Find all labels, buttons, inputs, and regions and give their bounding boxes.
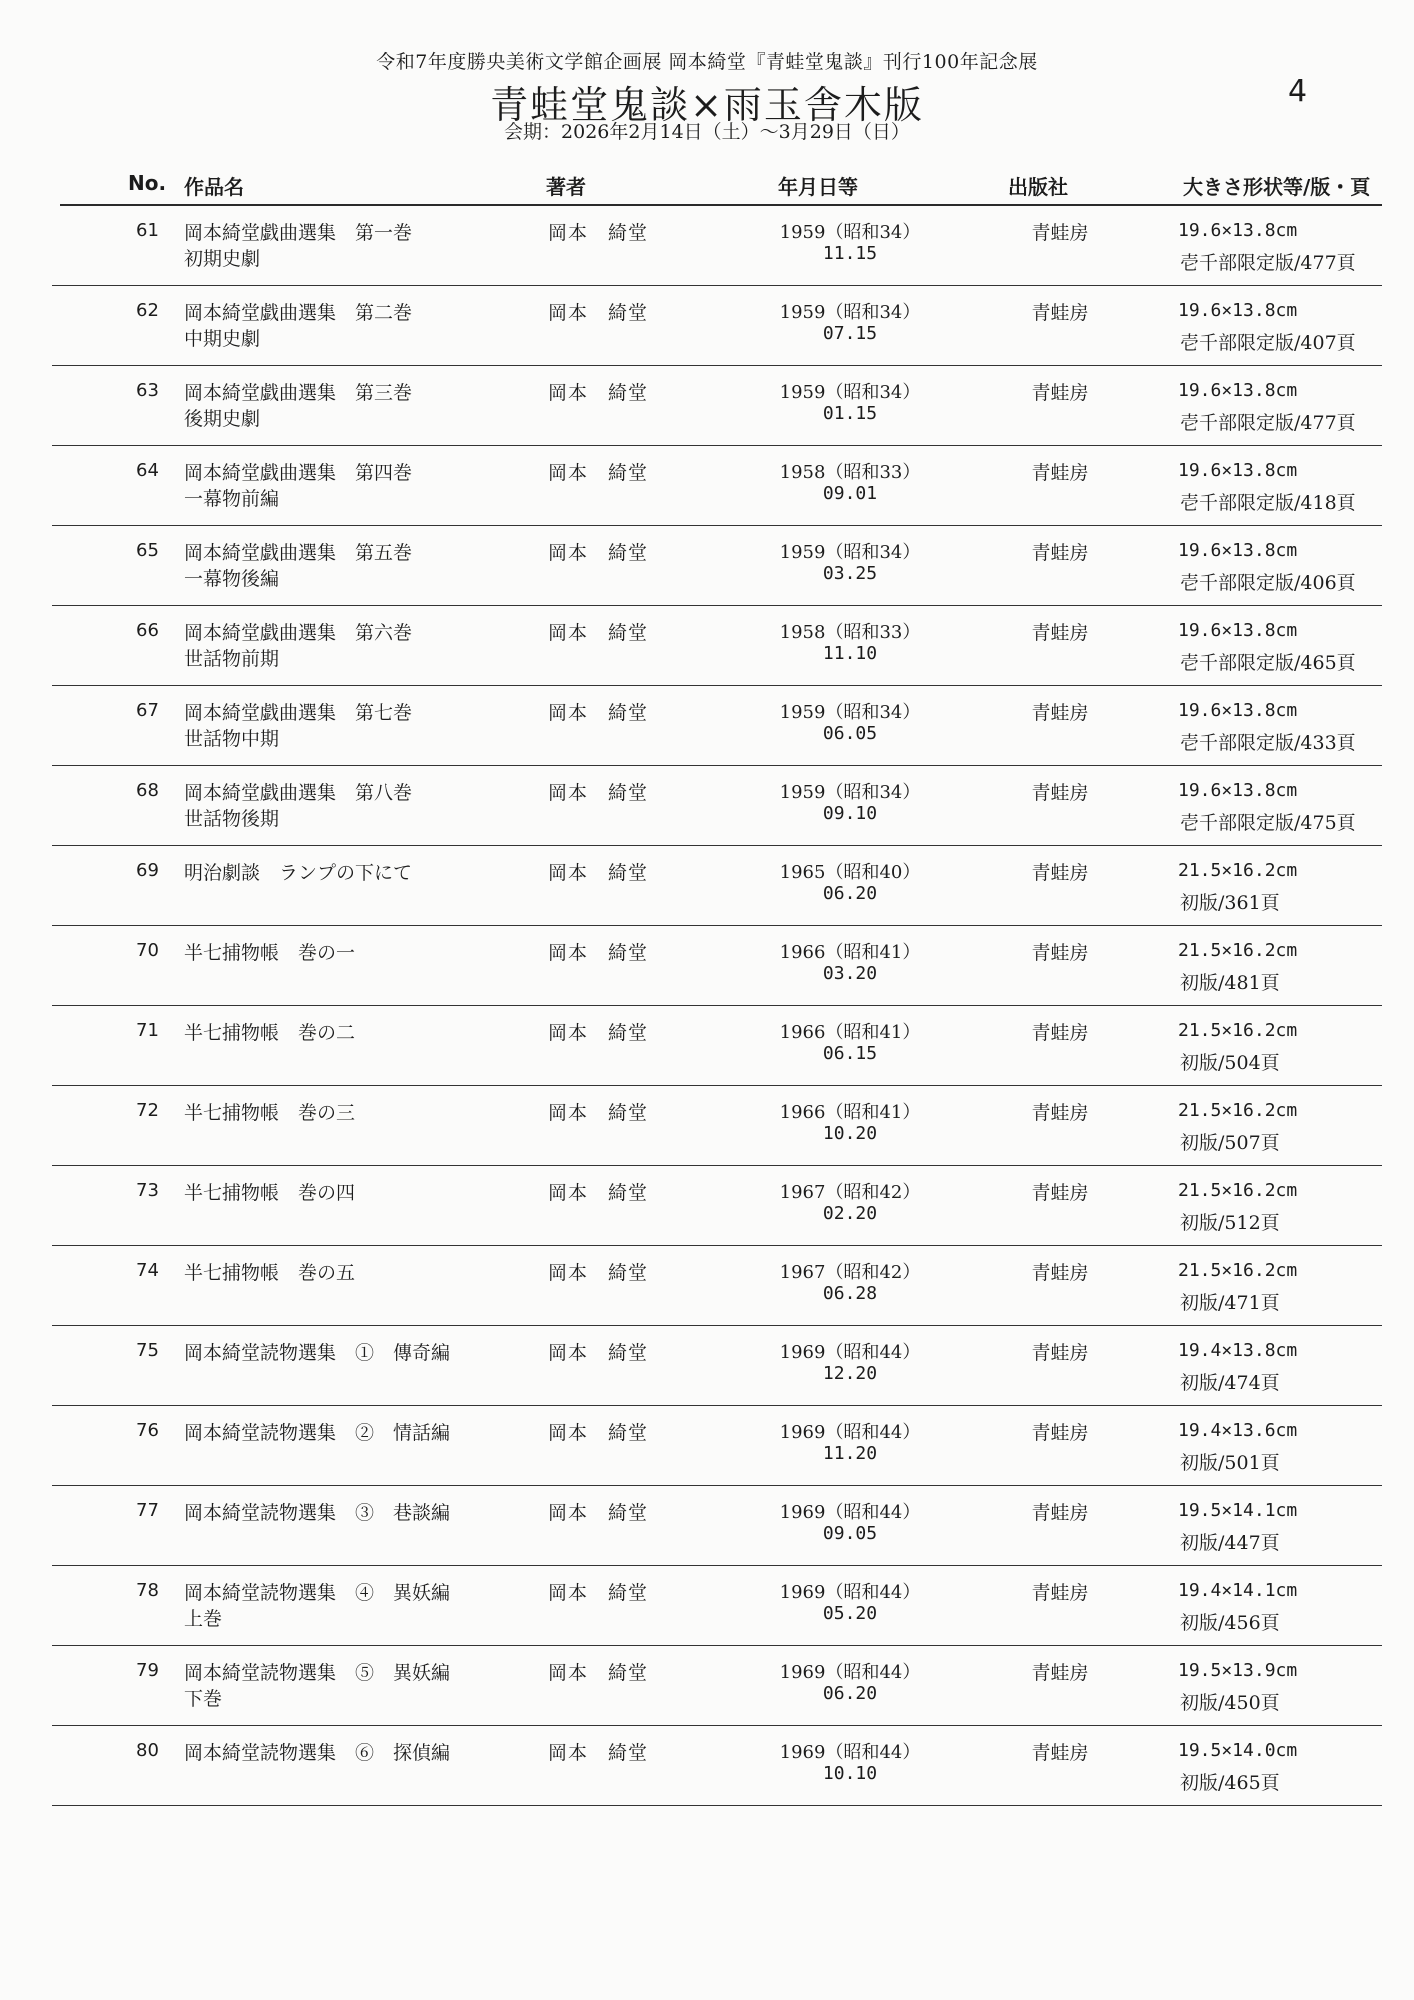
item-author: 岡本 綺堂 <box>548 1742 649 1764</box>
item-month-day: 09.10 <box>822 803 878 824</box>
item-number: 63 <box>136 380 159 401</box>
item-author: 岡本 綺堂 <box>548 622 649 644</box>
item-month-day: 06.15 <box>822 1043 878 1064</box>
item-month-day: 02.20 <box>822 1203 878 1224</box>
item-year: 1969（昭和44） <box>779 1342 921 1363</box>
table-row <box>0 846 1414 926</box>
item-edition-pages: 初版/481頁 <box>1180 972 1280 994</box>
item-month-day: 10.20 <box>822 1123 878 1144</box>
item-year: 1969（昭和44） <box>779 1742 921 1763</box>
item-publisher: 青蛙房 <box>1031 1182 1089 1204</box>
item-publisher: 青蛙房 <box>1031 702 1089 724</box>
item-publisher: 青蛙房 <box>1031 942 1089 964</box>
item-author: 岡本 綺堂 <box>548 1502 649 1524</box>
item-size: 21.5×16.2cm <box>1178 860 1298 881</box>
table-row <box>0 1006 1414 1086</box>
item-edition-pages: 壱千部限定版/433頁 <box>1180 732 1356 754</box>
item-year: 1969（昭和44） <box>779 1582 921 1603</box>
item-month-day: 06.20 <box>822 1683 878 1704</box>
table-row <box>0 1646 1414 1726</box>
item-subtitle: 一幕物後編 <box>184 568 280 590</box>
item-number: 69 <box>136 860 159 881</box>
item-subtitle: 世話物中期 <box>184 728 280 750</box>
item-publisher: 青蛙房 <box>1031 462 1089 484</box>
item-month-day: 05.20 <box>822 1603 878 1624</box>
item-publisher: 青蛙房 <box>1031 542 1089 564</box>
table-row <box>0 1166 1414 1246</box>
item-edition-pages: 初版/501頁 <box>1180 1452 1280 1474</box>
page-title: 青蛙堂鬼談×雨玉舎木版 <box>490 83 924 127</box>
item-year: 1959（昭和34） <box>779 542 921 563</box>
item-size: 19.6×13.8cm <box>1178 220 1298 241</box>
item-number: 67 <box>136 700 159 721</box>
item-publisher: 青蛙房 <box>1031 382 1089 404</box>
page-number: 4 <box>1288 74 1308 109</box>
item-edition-pages: 壱千部限定版/475頁 <box>1180 812 1356 834</box>
table-row <box>0 1566 1414 1646</box>
item-publisher: 青蛙房 <box>1031 1422 1089 1444</box>
table-row <box>0 206 1414 286</box>
column-author: 著者 <box>546 175 586 199</box>
item-subtitle: 一幕物前編 <box>184 488 280 510</box>
item-month-day: 09.01 <box>822 483 878 504</box>
item-size: 19.6×13.8cm <box>1178 380 1298 401</box>
item-title: 岡本綺堂戯曲選集 第八巻 <box>184 782 413 804</box>
item-edition-pages: 初版/512頁 <box>1180 1212 1280 1234</box>
exhibition-period: 会期：2026年2月14日（土）～3月29日（日） <box>504 121 910 143</box>
exhibition-subtitle: 令和7年度勝央美術文学館企画展 岡本綺堂『青蛙堂鬼談』刊行100年記念展 <box>376 51 1038 73</box>
item-month-day: 01.15 <box>822 403 878 424</box>
table-row <box>0 686 1414 766</box>
item-title: 岡本綺堂読物選集 ② 情話編 <box>184 1422 451 1444</box>
item-month-day: 06.20 <box>822 883 878 904</box>
item-month-day: 06.28 <box>822 1283 878 1304</box>
item-edition-pages: 初版/447頁 <box>1180 1532 1280 1554</box>
item-edition-pages: 初版/471頁 <box>1180 1292 1280 1314</box>
item-title: 岡本綺堂戯曲選集 第一巻 <box>184 222 413 244</box>
item-month-day: 10.10 <box>822 1763 878 1784</box>
item-size: 21.5×16.2cm <box>1178 940 1298 961</box>
item-title: 半七捕物帳 巻の五 <box>184 1262 356 1284</box>
item-number: 78 <box>136 1580 159 1601</box>
item-number: 61 <box>136 220 159 241</box>
item-size: 21.5×16.2cm <box>1178 1100 1298 1121</box>
item-subtitle: 上巻 <box>184 1608 223 1630</box>
table-row <box>0 526 1414 606</box>
item-title: 岡本綺堂読物選集 ⑥ 探偵編 <box>184 1742 451 1764</box>
item-number: 62 <box>136 300 159 321</box>
item-year: 1965（昭和40） <box>779 862 921 883</box>
item-edition-pages: 壱千部限定版/465頁 <box>1180 652 1356 674</box>
column-date: 年月日等 <box>778 175 858 199</box>
column-title: 作品名 <box>184 175 244 199</box>
item-title: 岡本綺堂読物選集 ③ 巷談編 <box>184 1502 451 1524</box>
item-publisher: 青蛙房 <box>1031 1502 1089 1524</box>
item-publisher: 青蛙房 <box>1031 302 1089 324</box>
item-subtitle: 下巻 <box>184 1688 223 1710</box>
item-title: 半七捕物帳 巻の三 <box>184 1102 356 1124</box>
item-author: 岡本 綺堂 <box>548 1262 649 1284</box>
item-title: 明治劇談 ランプの下にて <box>184 862 413 884</box>
item-edition-pages: 壱千部限定版/406頁 <box>1180 572 1356 594</box>
table-row <box>0 1726 1414 1806</box>
item-number: 79 <box>136 1660 159 1681</box>
item-title: 半七捕物帳 巻の四 <box>184 1182 356 1204</box>
item-year: 1958（昭和33） <box>779 622 921 643</box>
item-publisher: 青蛙房 <box>1031 1342 1089 1364</box>
column-publisher: 出版社 <box>1008 175 1068 199</box>
item-number: 77 <box>136 1500 159 1521</box>
item-publisher: 青蛙房 <box>1031 1662 1089 1684</box>
item-month-day: 03.20 <box>822 963 878 984</box>
item-subtitle: 初期史劇 <box>184 248 261 270</box>
item-year: 1959（昭和34） <box>779 382 921 403</box>
item-year: 1966（昭和41） <box>779 1022 921 1043</box>
item-title: 岡本綺堂戯曲選集 第二巻 <box>184 302 413 324</box>
item-month-day: 11.10 <box>822 643 878 664</box>
table-header <box>0 168 1414 202</box>
table-row <box>0 1086 1414 1166</box>
item-publisher: 青蛙房 <box>1031 782 1089 804</box>
item-number: 70 <box>136 940 159 961</box>
item-edition-pages: 初版/465頁 <box>1180 1772 1280 1794</box>
item-author: 岡本 綺堂 <box>548 862 649 884</box>
item-edition-pages: 初版/504頁 <box>1180 1052 1280 1074</box>
item-size: 19.6×13.8cm <box>1178 540 1298 561</box>
item-number: 68 <box>136 780 159 801</box>
item-size: 19.5×14.1cm <box>1178 1500 1298 1521</box>
item-number: 75 <box>136 1340 159 1361</box>
item-year: 1966（昭和41） <box>779 942 921 963</box>
item-size: 19.4×14.1cm <box>1178 1580 1298 1601</box>
item-author: 岡本 綺堂 <box>548 1022 649 1044</box>
item-year: 1969（昭和44） <box>779 1662 921 1683</box>
item-author: 岡本 綺堂 <box>548 1102 649 1124</box>
item-month-day: 09.05 <box>822 1523 878 1544</box>
item-month-day: 06.05 <box>822 723 878 744</box>
item-publisher: 青蛙房 <box>1031 1102 1089 1124</box>
item-edition-pages: 壱千部限定版/418頁 <box>1180 492 1356 514</box>
item-edition-pages: 壱千部限定版/477頁 <box>1180 412 1356 434</box>
item-month-day: 11.15 <box>822 243 878 264</box>
item-size: 19.5×14.0cm <box>1178 1740 1298 1761</box>
item-author: 岡本 綺堂 <box>548 1422 649 1444</box>
item-size: 19.6×13.8cm <box>1178 460 1298 481</box>
item-subtitle: 中期史劇 <box>184 328 261 350</box>
item-year: 1959（昭和34） <box>779 782 921 803</box>
item-number: 76 <box>136 1420 159 1441</box>
item-title: 岡本綺堂読物選集 ⑤ 異妖編 <box>184 1662 451 1684</box>
item-number: 74 <box>136 1260 159 1281</box>
table-row <box>0 1246 1414 1326</box>
item-year: 1959（昭和34） <box>779 302 921 323</box>
item-author: 岡本 綺堂 <box>548 462 649 484</box>
item-publisher: 青蛙房 <box>1031 222 1089 244</box>
item-size: 21.5×16.2cm <box>1178 1180 1298 1201</box>
item-number: 71 <box>136 1020 159 1041</box>
item-author: 岡本 綺堂 <box>548 702 649 724</box>
item-title: 岡本綺堂読物選集 ① 傳奇編 <box>184 1342 451 1364</box>
item-size: 21.5×16.2cm <box>1178 1260 1298 1281</box>
item-month-day: 11.20 <box>822 1443 878 1464</box>
item-subtitle: 後期史劇 <box>184 408 261 430</box>
item-year: 1969（昭和44） <box>779 1422 921 1443</box>
item-month-day: 12.20 <box>822 1363 878 1384</box>
table-row <box>0 926 1414 1006</box>
item-size: 19.4×13.6cm <box>1178 1420 1298 1441</box>
item-title: 岡本綺堂戯曲選集 第四巻 <box>184 462 413 484</box>
table-row <box>0 286 1414 366</box>
item-size: 19.4×13.8cm <box>1178 1340 1298 1361</box>
item-author: 岡本 綺堂 <box>548 1342 649 1364</box>
item-number: 66 <box>136 620 159 641</box>
item-title: 岡本綺堂読物選集 ④ 異妖編 <box>184 1582 451 1604</box>
item-edition-pages: 初版/450頁 <box>1180 1692 1280 1714</box>
table-row <box>0 1326 1414 1406</box>
item-edition-pages: 壱千部限定版/407頁 <box>1180 332 1356 354</box>
item-number: 73 <box>136 1180 159 1201</box>
column-no: No. <box>128 171 167 195</box>
table-row <box>0 446 1414 526</box>
item-month-day: 03.25 <box>822 563 878 584</box>
item-author: 岡本 綺堂 <box>548 302 649 324</box>
item-year: 1967（昭和42） <box>779 1182 921 1203</box>
item-publisher: 青蛙房 <box>1031 1582 1089 1604</box>
catalog-table <box>0 206 1414 1806</box>
item-author: 岡本 綺堂 <box>548 542 649 564</box>
item-publisher: 青蛙房 <box>1031 1742 1089 1764</box>
item-month-day: 07.15 <box>822 323 878 344</box>
item-author: 岡本 綺堂 <box>548 1662 649 1684</box>
item-title: 岡本綺堂戯曲選集 第五巻 <box>184 542 413 564</box>
table-row <box>0 366 1414 446</box>
item-author: 岡本 綺堂 <box>548 222 649 244</box>
item-author: 岡本 綺堂 <box>548 382 649 404</box>
item-title: 半七捕物帳 巻の二 <box>184 1022 356 1044</box>
item-size: 19.5×13.9cm <box>1178 1660 1298 1681</box>
item-author: 岡本 綺堂 <box>548 782 649 804</box>
item-edition-pages: 初版/507頁 <box>1180 1132 1280 1154</box>
table-row <box>0 606 1414 686</box>
item-publisher: 青蛙房 <box>1031 1262 1089 1284</box>
item-publisher: 青蛙房 <box>1031 622 1089 644</box>
item-subtitle: 世話物後期 <box>184 808 280 830</box>
table-row <box>0 1486 1414 1566</box>
item-number: 80 <box>136 1740 159 1761</box>
item-number: 64 <box>136 460 159 481</box>
item-title: 岡本綺堂戯曲選集 第三巻 <box>184 382 413 404</box>
table-row <box>0 766 1414 846</box>
item-year: 1959（昭和34） <box>779 702 921 723</box>
item-number: 65 <box>136 540 159 561</box>
item-year: 1958（昭和33） <box>779 462 921 483</box>
column-size: 大きさ形状等/版・頁 <box>1183 175 1371 199</box>
item-author: 岡本 綺堂 <box>548 1582 649 1604</box>
item-year: 1966（昭和41） <box>779 1102 921 1123</box>
item-edition-pages: 初版/456頁 <box>1180 1612 1280 1634</box>
item-title: 半七捕物帳 巻の一 <box>184 942 356 964</box>
item-edition-pages: 壱千部限定版/477頁 <box>1180 252 1356 274</box>
item-year: 1959（昭和34） <box>779 222 921 243</box>
item-year: 1969（昭和44） <box>779 1502 921 1523</box>
item-edition-pages: 初版/361頁 <box>1180 892 1280 914</box>
item-size: 21.5×16.2cm <box>1178 1020 1298 1041</box>
item-number: 72 <box>136 1100 159 1121</box>
item-edition-pages: 初版/474頁 <box>1180 1372 1280 1394</box>
item-title: 岡本綺堂戯曲選集 第六巻 <box>184 622 413 644</box>
item-year: 1967（昭和42） <box>779 1262 921 1283</box>
item-title: 岡本綺堂戯曲選集 第七巻 <box>184 702 413 724</box>
item-size: 19.6×13.8cm <box>1178 780 1298 801</box>
item-subtitle: 世話物前期 <box>184 648 280 670</box>
item-author: 岡本 綺堂 <box>548 1182 649 1204</box>
item-size: 19.6×13.8cm <box>1178 300 1298 321</box>
item-publisher: 青蛙房 <box>1031 862 1089 884</box>
item-size: 19.6×13.8cm <box>1178 700 1298 721</box>
item-size: 19.6×13.8cm <box>1178 620 1298 641</box>
table-row <box>0 1406 1414 1486</box>
item-author: 岡本 綺堂 <box>548 942 649 964</box>
item-publisher: 青蛙房 <box>1031 1022 1089 1044</box>
